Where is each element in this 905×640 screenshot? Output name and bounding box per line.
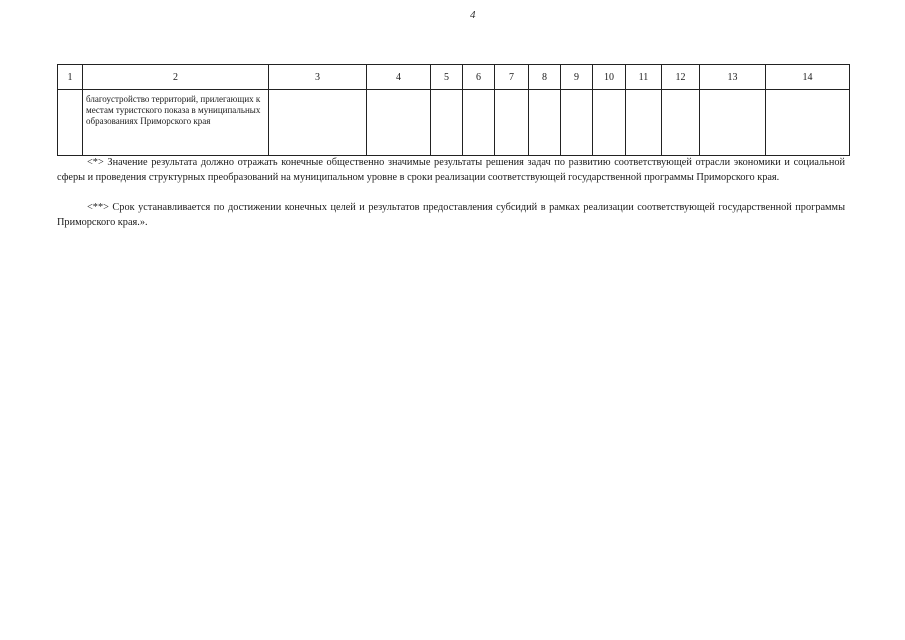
column-number-header: 10 xyxy=(593,65,626,90)
table-cell-empty xyxy=(269,90,367,156)
column-number-header: 13 xyxy=(700,65,766,90)
column-number-header: 7 xyxy=(495,65,529,90)
page-number: 4 xyxy=(470,9,476,21)
table-cell-empty xyxy=(626,90,662,156)
result-description-cell: благоустройство территорий, прилегающих к местам туристского показа в муниципальных образованиях Приморского края xyxy=(83,90,269,156)
table-cell-empty xyxy=(463,90,495,156)
table-cell-empty xyxy=(700,90,766,156)
results-table xyxy=(57,64,850,156)
table-cell-empty xyxy=(58,90,83,156)
table-cell-empty xyxy=(495,90,529,156)
column-number-header: 2 xyxy=(83,65,269,90)
column-number-header: 1 xyxy=(58,65,83,90)
column-number-header: 5 xyxy=(431,65,463,90)
column-number-header: 8 xyxy=(529,65,561,90)
table-row xyxy=(58,90,850,156)
table-cell-empty xyxy=(529,90,561,156)
footnote-deadline: <**> Срок устанавливается по достижении конечных целей и результатов предоставления субсидий в рамках реализации соответствующей государственной программы Приморского края.». xyxy=(57,202,845,228)
table-cell-empty xyxy=(431,90,463,156)
table-cell-empty xyxy=(593,90,626,156)
column-number-header: 4 xyxy=(367,65,431,90)
column-number-header: 11 xyxy=(626,65,662,90)
footnote-result-value: <*> Значение результата должно отражать конечные общественно значимые результаты решения задач по развитию соответствующей отрасли экономики и социальной сферы и проведения структурных преобразований на муниципальном уровне в сроки реализации соответствующей государственной программы Приморского края. xyxy=(57,157,845,183)
column-number-header: 3 xyxy=(269,65,367,90)
table-cell-empty xyxy=(766,90,850,156)
column-number-header: 6 xyxy=(463,65,495,90)
column-number-header: 9 xyxy=(561,65,593,90)
table-cell-empty xyxy=(662,90,700,156)
table-cell-empty xyxy=(561,90,593,156)
column-number-header: 12 xyxy=(662,65,700,90)
table-cell-empty xyxy=(367,90,431,156)
column-number-header: 14 xyxy=(766,65,850,90)
table-header-row xyxy=(58,65,850,90)
